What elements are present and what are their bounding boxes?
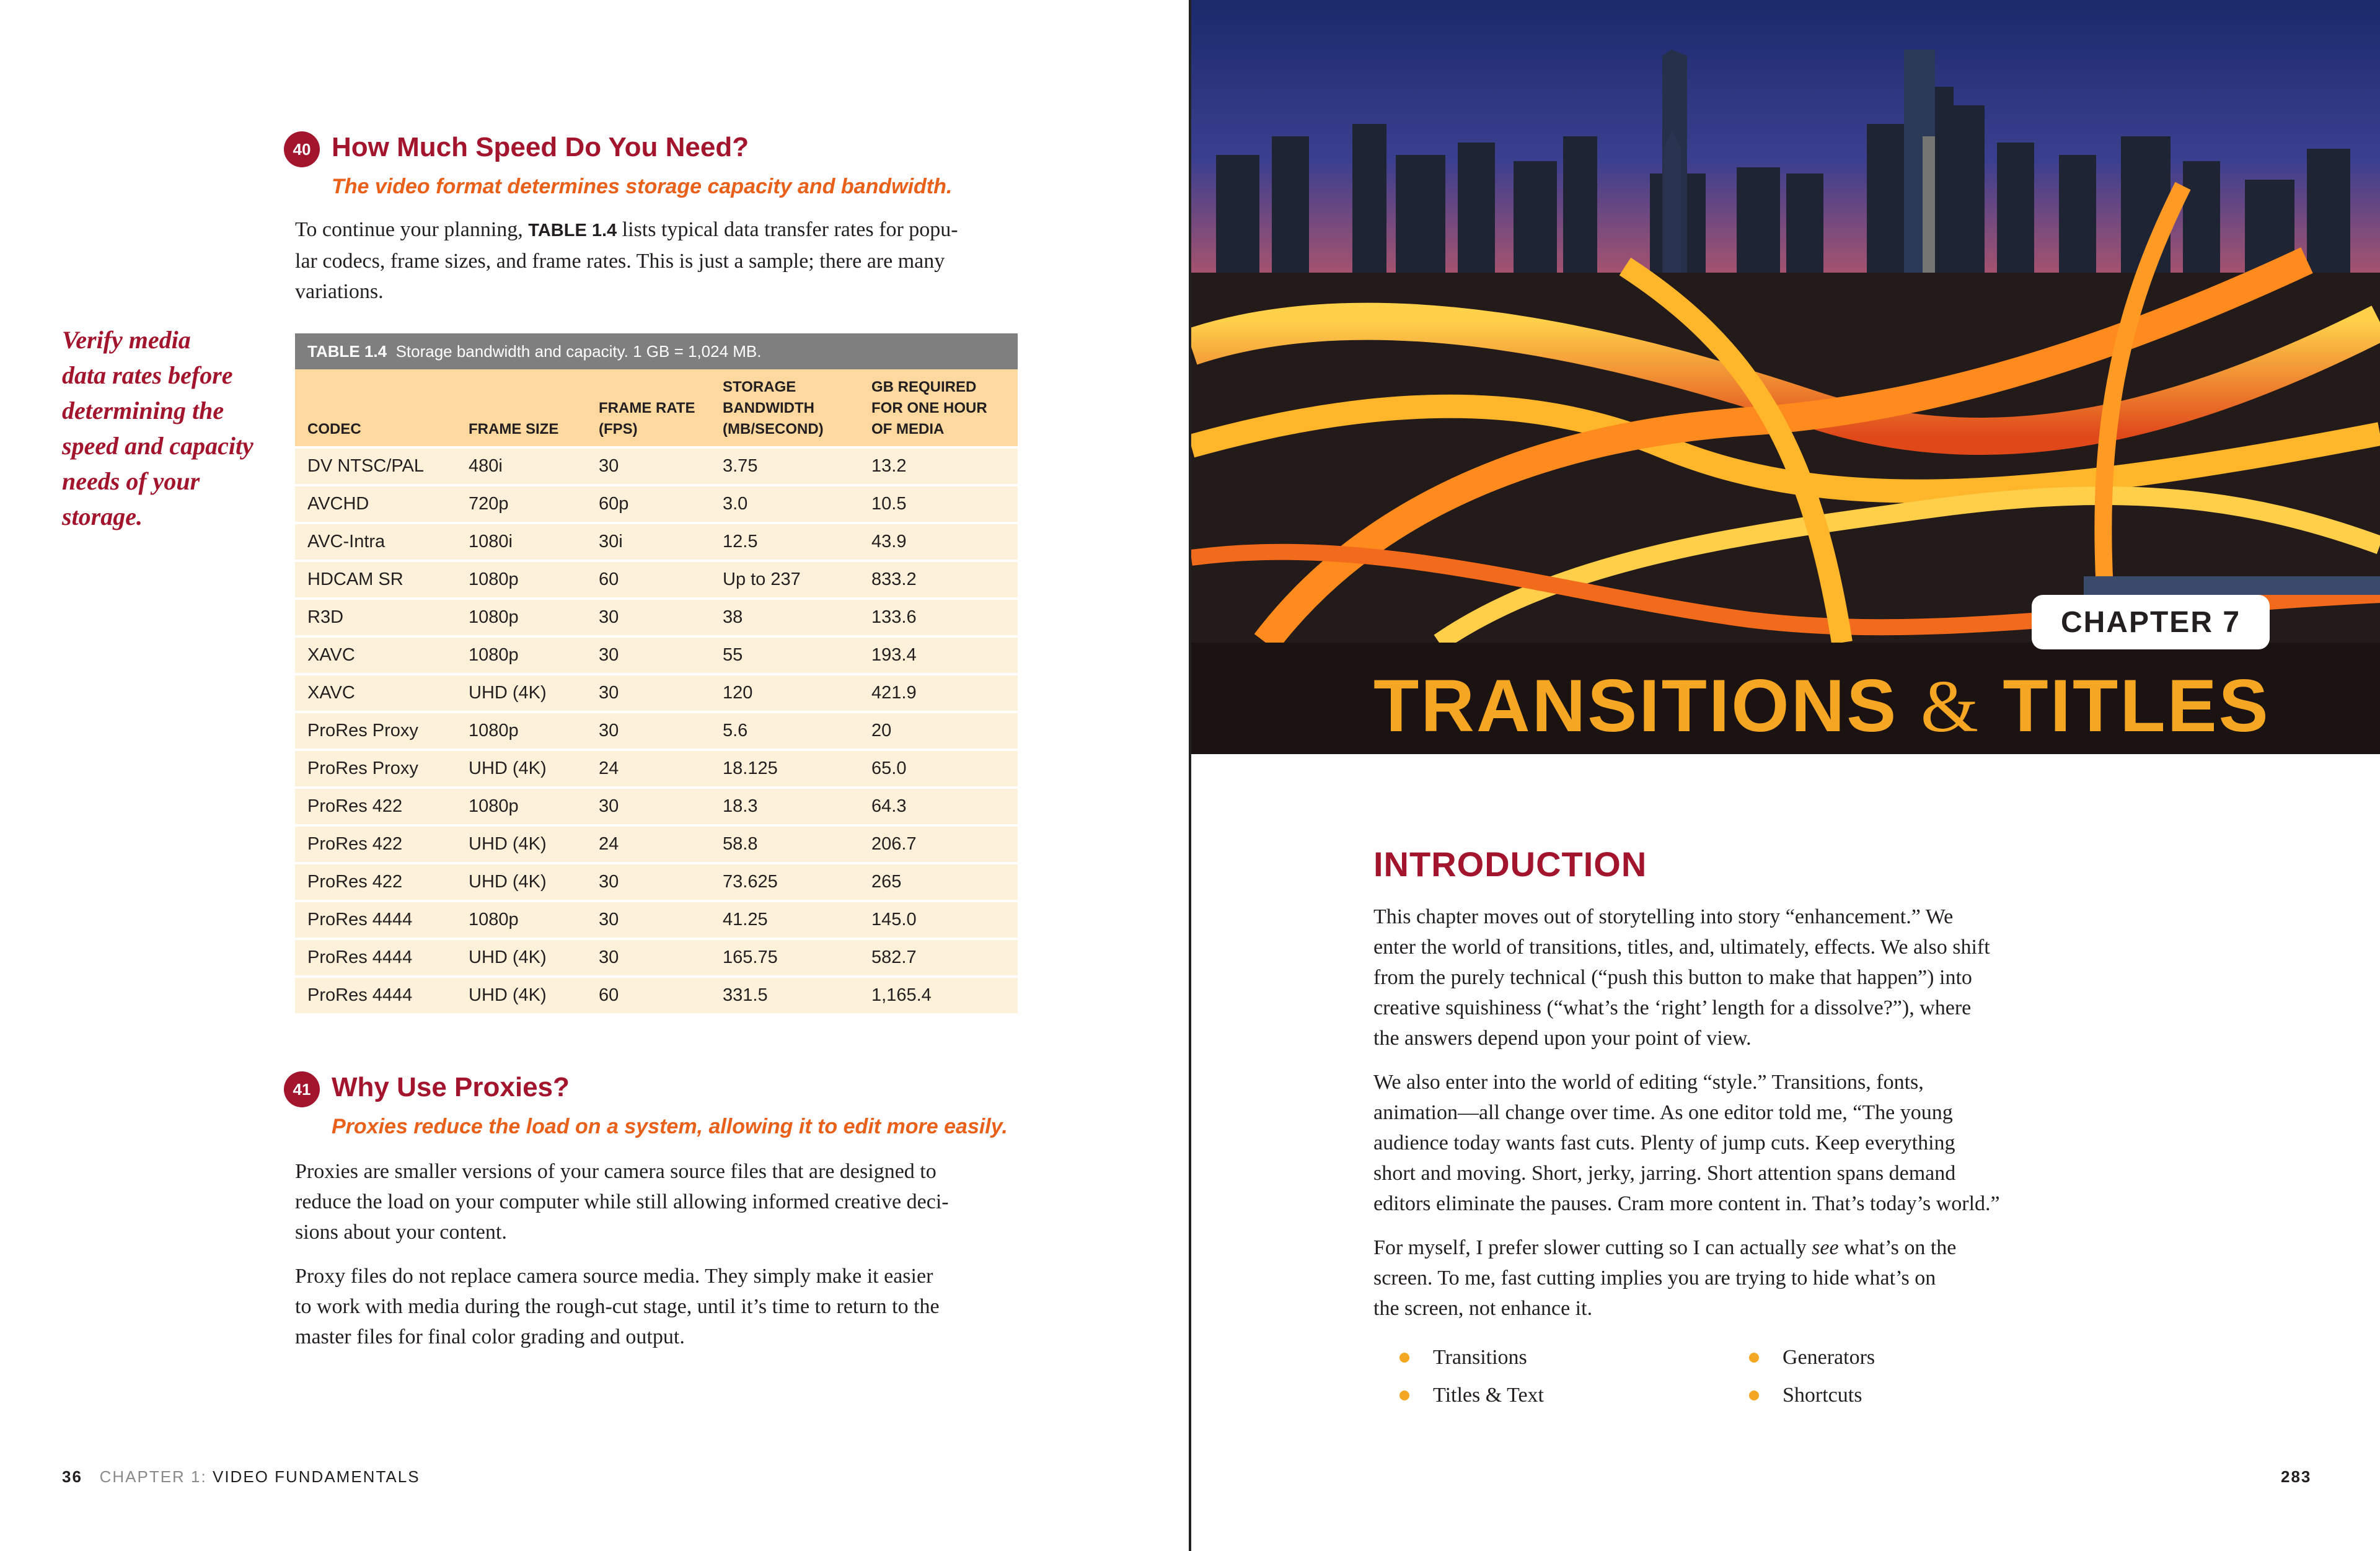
paragraph: Proxies are smaller versions of your camera source files that are designed to reduce the load on your computer while still allowing informed creative deci- sions about your content. — [295, 1160, 949, 1244]
table-cell: ProRes 4444 — [295, 939, 456, 977]
table-cell: ProRes 422 — [295, 825, 456, 863]
table-cell: 421.9 — [859, 674, 1018, 712]
table-cell: UHD (4K) — [456, 977, 586, 1013]
table-cell: 833.2 — [859, 561, 1018, 599]
table-cell: UHD (4K) — [456, 825, 586, 863]
table-row — [295, 447, 1018, 485]
right-page — [1191, 0, 2380, 1551]
table-cell: 193.4 — [859, 636, 1018, 674]
table-cell: 165.75 — [710, 939, 859, 977]
table-cell: 12.5 — [710, 523, 859, 561]
introduction-heading: INTRODUCTION — [1373, 845, 1647, 884]
chapter-title: TRANSITIONS & TITLES — [1373, 664, 2270, 747]
table-cell: 1,165.4 — [859, 977, 1018, 1013]
table-cell: 5.6 — [710, 712, 859, 750]
list-item: Titles & Text — [1399, 1376, 1544, 1414]
table-reference: TABLE 1.4 — [528, 221, 617, 240]
table-cell: 30 — [586, 863, 710, 901]
table-cell: 30 — [586, 599, 710, 636]
table-cell: ProRes 4444 — [295, 977, 456, 1013]
tip-41-title: Why Use Proxies? — [332, 1072, 570, 1102]
table-row — [295, 636, 1018, 674]
topic-list-left — [1399, 1338, 1544, 1414]
table-cell: 60p — [586, 485, 710, 523]
paragraph: For myself, I prefer slower cutting so I can actually see what’s on the screen. To me, fast cutting implies you are trying to hide what’s on the screen, not enhance it. — [1373, 1236, 1957, 1320]
table-cell: 64.3 — [859, 788, 1018, 825]
table-row — [295, 939, 1018, 977]
running-head-chapter: CHAPTER 1: — [99, 1467, 207, 1486]
table-row — [295, 863, 1018, 901]
table-cell: 480i — [456, 447, 586, 485]
topic-list-right — [1749, 1338, 1875, 1414]
table-row — [295, 977, 1018, 1013]
table-row — [295, 750, 1018, 788]
table-cell: UHD (4K) — [456, 674, 586, 712]
table-cell: 18.3 — [710, 788, 859, 825]
table-cell: 145.0 — [859, 901, 1018, 939]
table-row — [295, 599, 1018, 636]
storage-bandwidth-table — [295, 333, 1018, 1013]
table-cell: 65.0 — [859, 750, 1018, 788]
table-cell: XAVC — [295, 636, 456, 674]
page-footer — [62, 1467, 420, 1487]
table-caption: TABLE 1.4 Storage bandwidth and capacity. 1 GB = 1,024 MB. — [295, 333, 1018, 369]
table-cell: 73.625 — [710, 863, 859, 901]
header-frame-rate: FRAME RATE (FPS) — [586, 369, 710, 447]
margin-note: Verify media data rates before determining the speed and capacity needs of your storage. — [62, 326, 253, 530]
header-gb-required: GB REQUIRED FOR ONE HOUR OF MEDIA — [859, 369, 1018, 447]
page-number: 283 — [2281, 1467, 2312, 1486]
table-row — [295, 485, 1018, 523]
introduction-body — [1373, 902, 2092, 1337]
chapter-label: CHAPTER 7 — [2032, 595, 2270, 649]
table-row — [295, 674, 1018, 712]
table-cell: Up to 237 — [710, 561, 859, 599]
table-cell: 30 — [586, 636, 710, 674]
table-cell: ProRes 422 — [295, 863, 456, 901]
header-bandwidth: STORAGE BANDWIDTH (MB/SECOND) — [710, 369, 859, 447]
table-cell: 30 — [586, 712, 710, 750]
table-cell: 18.125 — [710, 750, 859, 788]
paragraph: This chapter moves out of storytelling into story “enhancement.” We enter the world of transitions, titles, and, ultimately, effects. We also shift from the purely technical (“push this button to make that happen”) into creative squishiness (“what’s the ‘right’ length for a dissolve?”), where the answers depend upon your point of view. — [1373, 905, 1990, 1050]
table-cell: AVC-Intra — [295, 523, 456, 561]
table-cell: 133.6 — [859, 599, 1018, 636]
header-codec: CODEC — [295, 369, 456, 447]
bullet-icon — [1399, 1391, 1409, 1400]
tip-40-paragraph: To continue your planning, TABLE 1.4 lists typical data transfer rates for popu- lar codecs, frame sizes, and frame rates. This is just a sample; there are many variations. — [295, 218, 958, 303]
table-cell: 13.2 — [859, 447, 1018, 485]
table-cell: 38 — [710, 599, 859, 636]
table-cell: 24 — [586, 825, 710, 863]
table-cell: ProRes Proxy — [295, 712, 456, 750]
table-row — [295, 561, 1018, 599]
table-cell: 265 — [859, 863, 1018, 901]
list-item: Generators — [1749, 1338, 1875, 1376]
table-cell: 43.9 — [859, 523, 1018, 561]
table-cell: 1080p — [456, 636, 586, 674]
table-cell: 24 — [586, 750, 710, 788]
page-number: 36 — [62, 1467, 82, 1486]
table-cell: XAVC — [295, 674, 456, 712]
table-cell: 1080p — [456, 712, 586, 750]
table-cell: 30 — [586, 674, 710, 712]
table-row — [295, 712, 1018, 750]
table-cell: ProRes 422 — [295, 788, 456, 825]
table-cell: 58.8 — [710, 825, 859, 863]
table-cell: 60 — [586, 561, 710, 599]
bullet-icon — [1749, 1353, 1759, 1363]
header-frame-size: FRAME SIZE — [456, 369, 586, 447]
table-cell: 120 — [710, 674, 859, 712]
table-cell: 10.5 — [859, 485, 1018, 523]
tip-41-body — [295, 1156, 1020, 1366]
table-cell: AVCHD — [295, 485, 456, 523]
tip-40-subtitle: The video format determines storage capacity and bandwidth. — [332, 175, 953, 198]
running-head-title: VIDEO FUNDAMENTALS — [212, 1467, 420, 1486]
table-cell: 30 — [586, 901, 710, 939]
table-cell: 1080p — [456, 599, 586, 636]
table-cell: 582.7 — [859, 939, 1018, 977]
table-cell: ProRes Proxy — [295, 750, 456, 788]
table-cell: 41.25 — [710, 901, 859, 939]
tip-number-badge: 40 — [284, 131, 320, 167]
table-cell: 20 — [859, 712, 1018, 750]
city-highway-photo — [1191, 0, 2380, 643]
table-cell: ProRes 4444 — [295, 901, 456, 939]
table-row — [295, 901, 1018, 939]
table-cell: 60 — [586, 977, 710, 1013]
table-cell: UHD (4K) — [456, 863, 586, 901]
table-cell: 55 — [710, 636, 859, 674]
table-cell: 720p — [456, 485, 586, 523]
table-cell: 206.7 — [859, 825, 1018, 863]
table-cell: 30 — [586, 788, 710, 825]
tip-number-badge: 41 — [284, 1071, 320, 1107]
table-cell: 30 — [586, 939, 710, 977]
table-cell: 30 — [586, 447, 710, 485]
table-cell: UHD (4K) — [456, 939, 586, 977]
table-row — [295, 523, 1018, 561]
paragraph: Proxy files do not replace camera source media. They simply make it easier to work with media during the rough-cut stage, until it’s time to return to the master files for final color grading and output. — [295, 1265, 940, 1348]
table-row — [295, 825, 1018, 863]
table-cell: UHD (4K) — [456, 750, 586, 788]
table-cell: 1080p — [456, 901, 586, 939]
table-cell: 1080p — [456, 561, 586, 599]
table-cell: 3.0 — [710, 485, 859, 523]
table-cell: 3.75 — [710, 447, 859, 485]
tip-40-title: How Much Speed Do You Need? — [332, 132, 749, 162]
table-cell: DV NTSC/PAL — [295, 447, 456, 485]
table-cell: R3D — [295, 599, 456, 636]
table-cell: 1080i — [456, 523, 586, 561]
table-row — [295, 788, 1018, 825]
table-cell: 331.5 — [710, 977, 859, 1013]
bullet-icon — [1399, 1353, 1409, 1363]
paragraph: We also enter into the world of editing “style.” Transitions, fonts, animation—all change over time. As one editor told me, “The young audience today wants fast cuts. Plenty of jump cuts. Keep everything short and moving. Short, jerky, jarring. Short attention spans demand editors eliminate the pauses. Cram more content in. That’s today’s world.” — [1373, 1071, 2000, 1215]
list-item: Transitions — [1399, 1338, 1544, 1376]
tip-41-subtitle: Proxies reduce the load on a system, allowing it to edit more easily. — [332, 1115, 1008, 1138]
table-cell: 1080p — [456, 788, 586, 825]
bullet-icon — [1749, 1391, 1759, 1400]
table-cell: HDCAM SR — [295, 561, 456, 599]
table-cell: 30i — [586, 523, 710, 561]
list-item: Shortcuts — [1749, 1376, 1875, 1414]
table-header-row — [295, 369, 1018, 447]
